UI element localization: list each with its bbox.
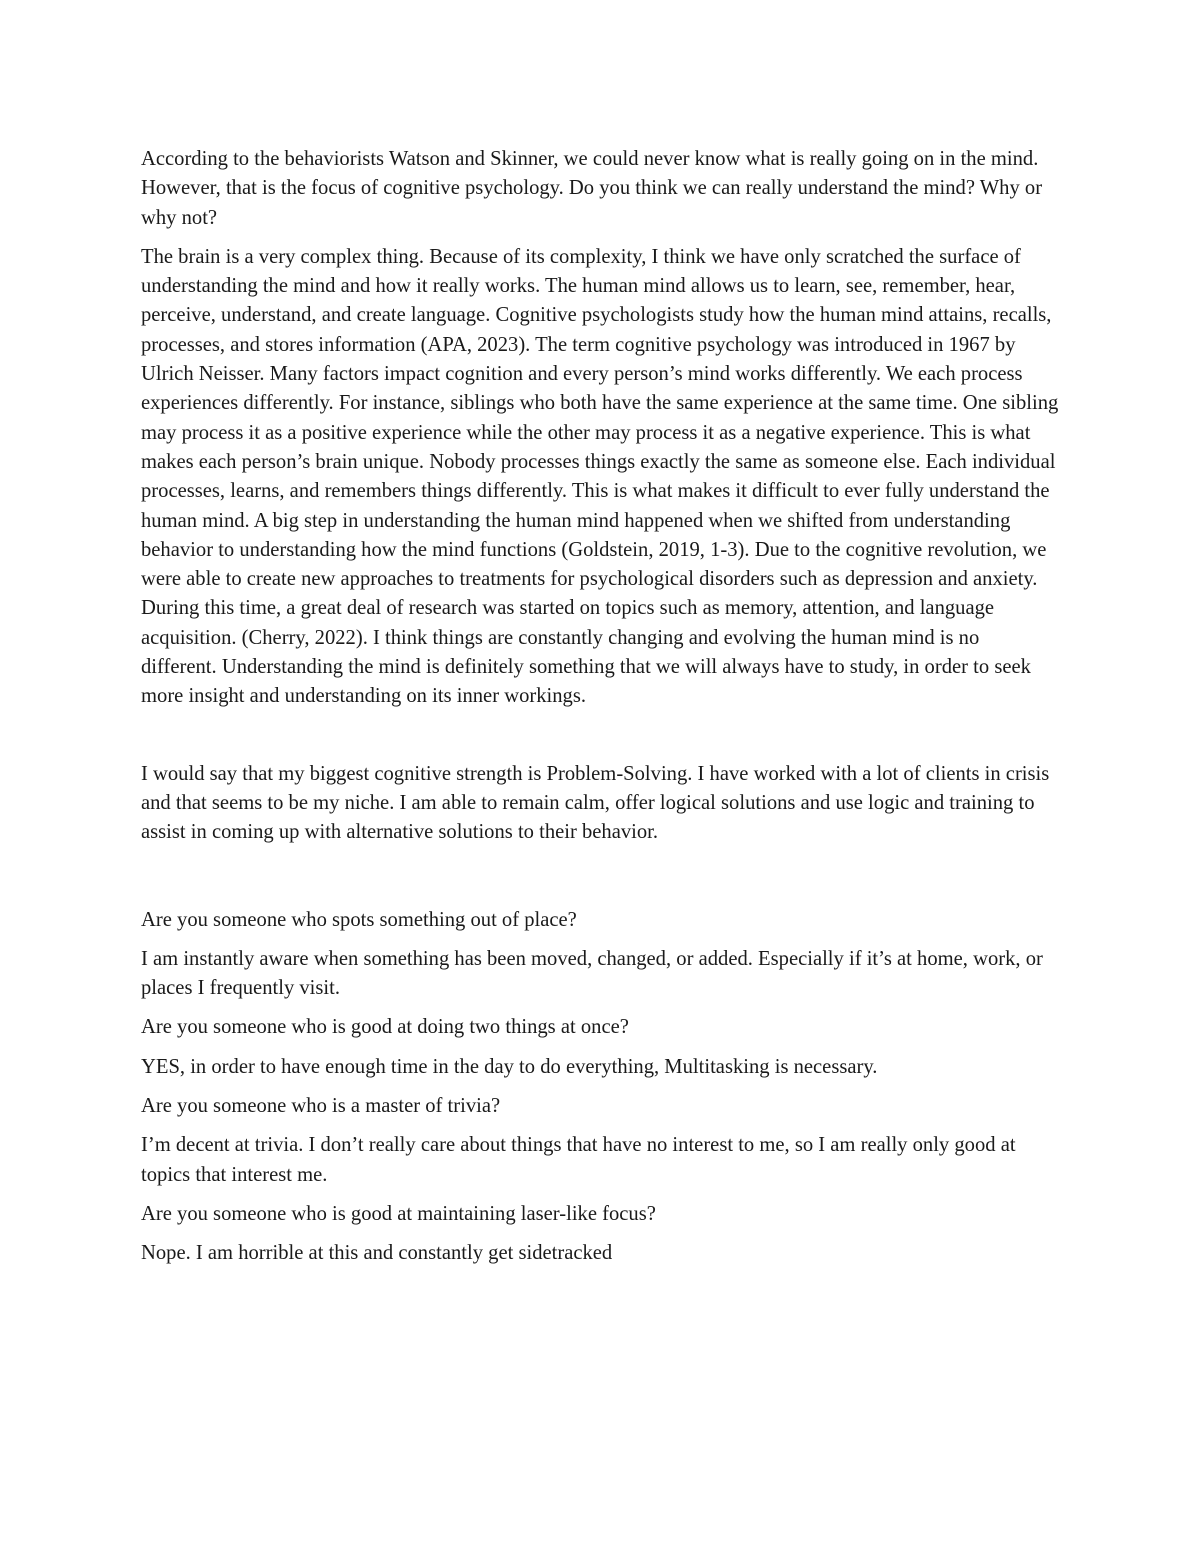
- answer-line: I’m decent at trivia. I don’t really care about things that have no interest to me, so I am really only good at topics that interest me.: [141, 1134, 1016, 1186]
- question-line: Are you someone who is good at doing two things at once?: [141, 1016, 629, 1039]
- answer-line: YES, in order to have enough time in the day to do everything, Multitasking is necessary.: [141, 1055, 878, 1078]
- question-paragraph: According to the behaviorists Watson and Skinner, we could never know what is really going on in the mind. However, that is the focus of cognitive psychology. Do you think we can really understand the mind? Why or why not?: [141, 148, 1043, 229]
- question-line: Are you someone who is good at maintaining laser-like focus?: [141, 1202, 656, 1225]
- strength-paragraph: I would say that my biggest cognitive strength is Problem-Solving. I have worked with a lot of clients in crisis and that seems to be my niche. I am able to remain calm, offer logical solutions and use logic and training to assist in coming up with alternative solutions to their behavior.: [141, 762, 1050, 844]
- question-line: Are you someone who is a master of trivia?: [141, 1095, 501, 1118]
- answer-line: Nope. I am horrible at this and constantly get sidetracked: [141, 1242, 613, 1265]
- blank-space: [141, 858, 1060, 906]
- question-line: Are you someone who spots something out of place?: [141, 908, 577, 931]
- answer-line: I am instantly aware when something has been moved, changed, or added. Especially if it’s at home, work, or places I frequently visit.: [141, 947, 1043, 1000]
- answer-paragraph: The brain is a very complex thing. Because of its complexity, I think we have only scratched the surface of understanding the mind and how it really works. The human mind allows us to learn, see, remember, hear, perceive, understand, and create language. Cognitive psychologists study how the human mind attains, recalls, processes, and stores information (APA, 2023). The term cognitive psychology was introduced in 1967 by Ulrich Neisser. Many factors impact cognition and every person’s mind works differently. We each process experiences differently. For instance, siblings who both have the same experience at the same time. One sibling may process it as a positive experience while the other may process it as a negative experience. This is what makes each person’s brain unique. Nobody processes things exactly the same as someone else. Each individual processes, learns, and remembers things differently. This is what makes it difficult to ever fully understand the human mind. A big step in understanding the human mind happened when we shifted from understanding behavior to understanding how the mind functions (Goldstein, 2019, 1-3). Due to the cognitive revolution, we were able to create new approaches to treatments for psychological disorders such as depression and anxiety. During this time, a great deal of research was started on topics such as memory, attention, and language acquisition. (Cherry, 2022). I think things are constantly changing and evolving the human mind is no different. Understanding the mind is definitely something that we will always have to study, in order to seek more insight and understanding on its inner workings.: [141, 245, 1059, 708]
- blank-space: [141, 722, 1060, 760]
